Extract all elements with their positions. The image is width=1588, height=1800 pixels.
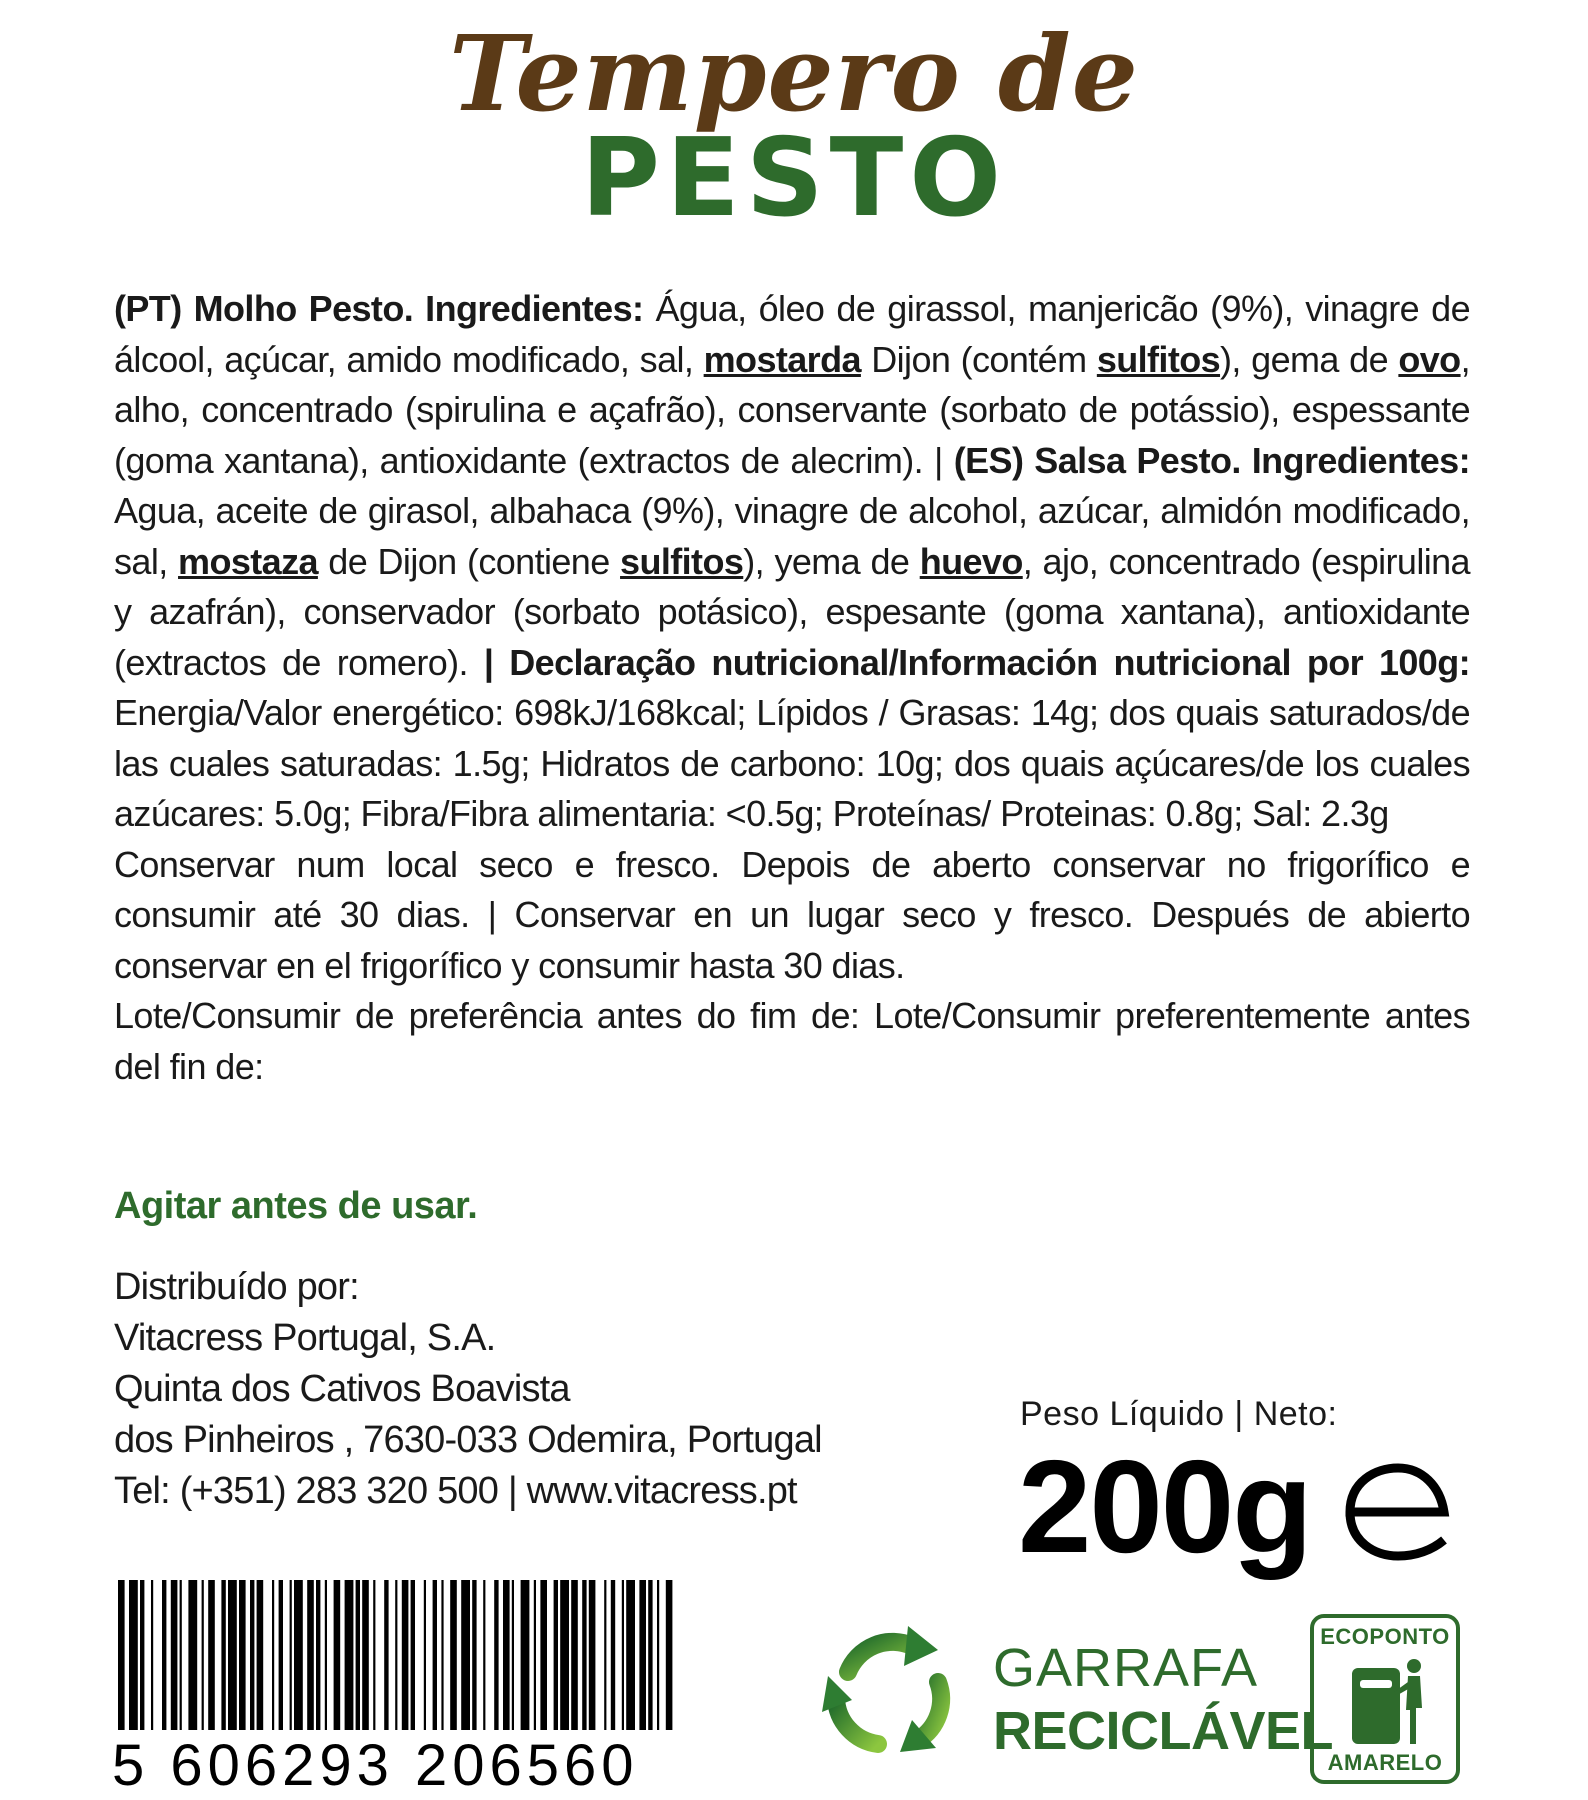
barcode-bar <box>228 1580 237 1730</box>
barcode-bar <box>171 1580 178 1730</box>
barcode-bar <box>604 1580 606 1730</box>
pt-text: Água, óleo de girassol, manjericão (9%), vinagre de álcool, açúcar, amido modificado, sal, <box>114 288 1470 380</box>
barcode-bar <box>239 1580 246 1730</box>
recycle-label-reciclavel: RECICLÁVEL <box>993 1701 1334 1761</box>
barcode-bar <box>202 1580 204 1730</box>
es-text: , ajo, concentrado (espirulina y azafrán), conservador (sorbato potásico), espesante (goma xantana), antioxidante (extractos de romero). <box>114 540 1470 683</box>
barcode-bar <box>362 1580 369 1730</box>
barcode-bar <box>118 1580 125 1730</box>
barcode-bar <box>560 1580 569 1730</box>
barcode-bar <box>540 1580 547 1730</box>
barcode-bar <box>250 1580 254 1730</box>
barcode-bar <box>411 1580 415 1730</box>
barcode-bar <box>290 1580 292 1730</box>
es-text: de Dijon (contiene <box>317 540 621 582</box>
barcode-bar <box>316 1580 320 1730</box>
barcode-bar <box>294 1580 303 1730</box>
barcode-bar <box>589 1580 596 1730</box>
barcode-bar <box>472 1580 476 1730</box>
title-pesto: PESTO <box>580 116 1008 241</box>
barcode-bar <box>395 1580 397 1730</box>
ingredients-paragraph <box>114 284 1470 840</box>
barcode-bar <box>334 1580 341 1730</box>
barcode-bar <box>534 1580 536 1730</box>
allergen-huevo: huevo <box>919 540 1023 582</box>
nutrition-text: Energia/Valor energético: 698kJ/168kcal; Lípidos / Grasas: 14g; dos quais saturados/de las cuales saturadas: 1.5g; Hidratos de carbono: 10g; dos quais açúcares/de los cuales azúcares: 5.0g; Fibra/Fibra alimentaria: <0.5g; Proteínas/ Proteinas: 0.8g; Sal: 2.3g <box>114 692 1470 834</box>
barcode-bar <box>441 1580 443 1730</box>
estimated-e-mark-icon <box>1340 1462 1450 1562</box>
ecoponto-color: AMARELO <box>1327 1750 1443 1775</box>
barcode-bar <box>461 1580 470 1730</box>
barcode-bar <box>639 1580 646 1730</box>
barcode-bar <box>345 1580 354 1730</box>
distributor-address-1: Quinta dos Cativos Boavista <box>114 1368 570 1410</box>
barcode-bar <box>424 1580 426 1730</box>
distributor-block <box>114 1262 822 1517</box>
ingredients-block <box>114 284 1470 1092</box>
pt-label: (PT) Molho Pesto. Ingredientes: <box>114 288 644 329</box>
barcode-bar <box>571 1580 578 1730</box>
ecoponto-label: ECOPONTO <box>1320 1624 1450 1649</box>
net-weight-label: Peso Líquido | Neto: <box>1020 1395 1338 1433</box>
barcode-bar <box>611 1580 615 1730</box>
barcode-bar <box>402 1580 409 1730</box>
title-tempero: Tempero de <box>449 12 1139 135</box>
recycle-arrows-icon <box>808 1612 968 1772</box>
barcode-bar <box>356 1580 360 1730</box>
distributor-contact: Tel: (+351) 283 320 500 | www.vitacress.pt <box>114 1470 797 1512</box>
barcode-bar <box>279 1580 283 1730</box>
barcode-bar <box>503 1580 510 1730</box>
recycle-label-garrafa: GARRAFA <box>993 1638 1259 1698</box>
barcode-bar <box>257 1580 264 1730</box>
barcode-bar <box>221 1580 225 1730</box>
shake-instruction: Agitar antes de usar. <box>114 1185 478 1227</box>
pt-text: ), gema de <box>1220 338 1399 380</box>
distributor-address-2: dos Pinheiros , 7630-033 Odemira, Portugal <box>114 1419 822 1461</box>
barcode-bar <box>582 1580 586 1730</box>
barcode-number: 5 606293 206560 <box>112 1733 639 1798</box>
allergen-mostaza: mostaza <box>178 540 318 582</box>
barcode-bar <box>180 1580 182 1730</box>
distributor-label: Distribuído por: <box>114 1266 359 1308</box>
barcode-bar <box>433 1580 437 1730</box>
barcode-bar <box>494 1580 498 1730</box>
storage-paragraph: Conservar num local seco e fresco. Depois de aberto conservar no frigorífico e consumir até 30 dias. | Conservar en un lugar seco y fresco. Después de abierto conservar en el frigorífico y consumir hasta 30 dias. <box>114 843 1470 986</box>
barcode-bar <box>512 1580 514 1730</box>
barcode-bar <box>622 1580 624 1730</box>
pt-text: , alho, concentrado (spirulina e açafrão), conservante (sorbato de potássio), espessante (goma xantana), antioxidante (extractos de alecrim). | <box>114 338 1470 481</box>
barcode-bar <box>666 1580 673 1730</box>
barcode-bar <box>188 1580 197 1730</box>
barcode-bar <box>373 1580 375 1730</box>
barcode-bar <box>648 1580 652 1730</box>
barcode-bar <box>129 1580 138 1730</box>
lot-paragraph: Lote/Consumir de preferência antes do fim de: Lote/Consumir preferentemente antes del fin de: <box>114 995 1470 1087</box>
barcode-bar <box>162 1580 166 1730</box>
barcode-bar <box>626 1580 635 1730</box>
barcode-bar <box>307 1580 314 1730</box>
barcode-bar <box>272 1580 274 1730</box>
es-text: Agua, aceite de girasol, albahaca (9%), vinagre de alcohol, azúcar, almidón modificado, sal, <box>114 490 1470 582</box>
barcode-bar <box>483 1580 485 1730</box>
barcode-bar <box>521 1580 530 1730</box>
pt-text: Dijon (contém <box>860 338 1097 380</box>
barcode <box>118 1580 678 1735</box>
ecoponto-badge <box>1310 1614 1460 1784</box>
barcode-bar <box>554 1580 558 1730</box>
barcode-bar <box>384 1580 388 1730</box>
distributor-company: Vitacress Portugal, S.A. <box>114 1317 496 1359</box>
allergen-sulfitos: sulfitos <box>1096 338 1221 380</box>
barcode-bar <box>450 1580 457 1730</box>
barcode-bar <box>151 1580 153 1730</box>
barcode-bar <box>140 1580 144 1730</box>
net-weight-value: 200g <box>1018 1433 1311 1580</box>
barcode-bar <box>208 1580 215 1730</box>
barcode-bar <box>325 1580 327 1730</box>
barcode-bar <box>657 1580 659 1730</box>
bin-disposal-icon <box>1350 1658 1430 1748</box>
allergen-ovo: ovo <box>1398 338 1461 380</box>
allergen-sulfitos-es: sulfitos <box>620 540 744 582</box>
allergen-mostarda: mostarda <box>703 338 861 380</box>
es-label: (ES) Salsa Pesto. Ingredientes: <box>953 439 1470 481</box>
es-text: ), yema de <box>743 540 920 582</box>
nutrition-label: | Declaração nutricional/Información nutricional por 100g: <box>483 641 1470 683</box>
